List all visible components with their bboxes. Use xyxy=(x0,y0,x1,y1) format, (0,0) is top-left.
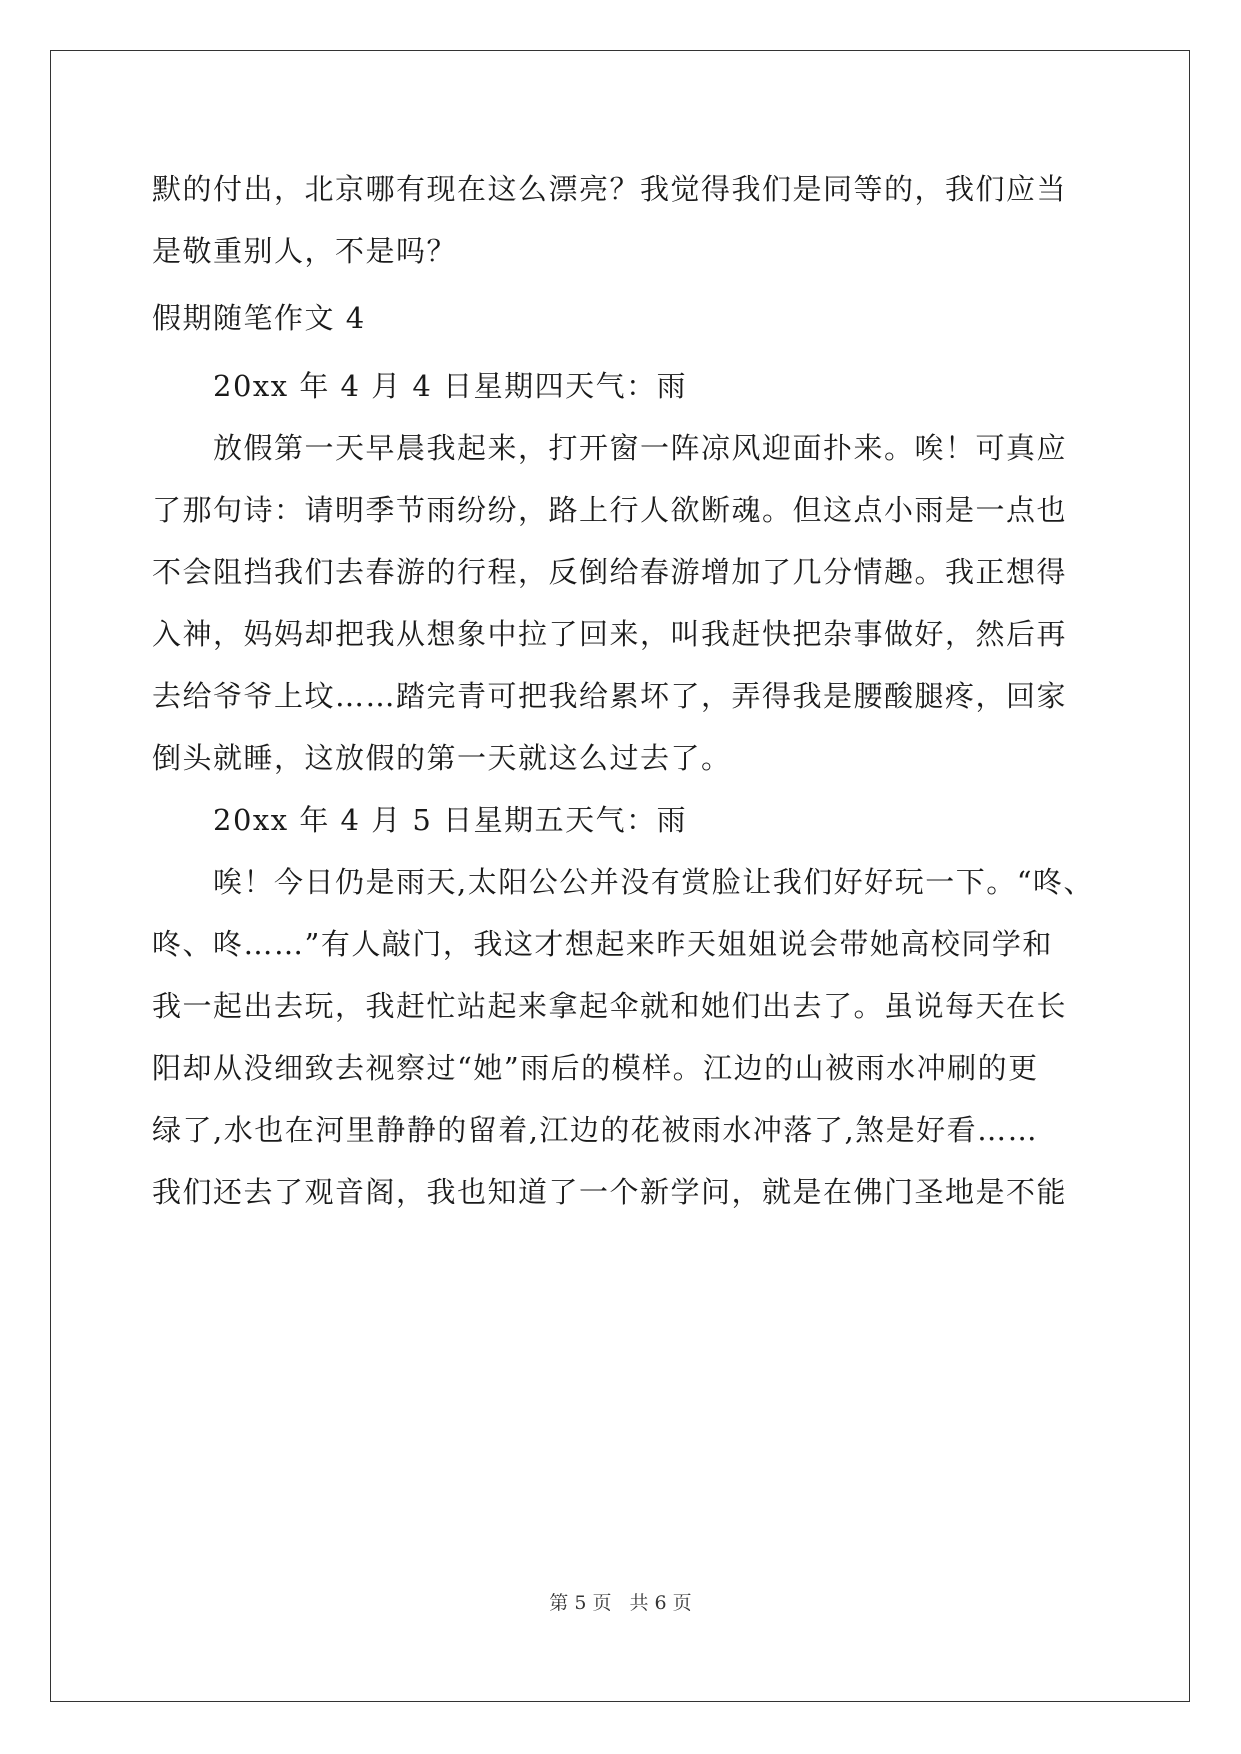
diary-date-line: 20xx 年 4 月 4 日星期四天气：雨 xyxy=(213,369,688,403)
text-line: 阳却从没细致去视察过“她”雨后的模样。江边的山被雨水冲刷的更 xyxy=(152,1051,1039,1085)
text-line: 不会阻挡我们去春游的行程，反倒给春游增加了几分情趣。我正想得 xyxy=(152,555,1068,589)
text-line: 入神，妈妈却把我从想象中拉了回来，叫我赶快把杂事做好，然后再 xyxy=(152,617,1068,651)
text-line: 了那句诗：请明季节雨纷纷，路上行人欲断魂。但这点小雨是一点也 xyxy=(152,493,1068,527)
text-line: 我一起出去玩，我赶忙站起来拿起伞就和她们出去了。虽说每天在长 xyxy=(152,989,1068,1023)
page-footer xyxy=(0,1588,1241,1615)
section-heading: 假期随笔作文 4 xyxy=(152,301,366,335)
page-total: 共 6 页 xyxy=(629,1592,692,1614)
text-line: 咚、咚……”有人敲门，我这才想起来昨天姐姐说会带她高校同学和 xyxy=(152,927,1053,961)
text-line: 倒头就睡，这放假的第一天就这么过去了。 xyxy=(152,741,732,775)
diary-date-line: 20xx 年 4 月 5 日星期五天气：雨 xyxy=(213,803,688,837)
text-line: 去给爷爷上坟……踏完青可把我给累坏了，弄得我是腰酸腿疼，回家 xyxy=(152,679,1068,713)
document-body xyxy=(152,158,1095,1223)
text-line: 绿了,水也在河里静静的留着,江边的花被雨水冲落了,煞是好看…… xyxy=(152,1113,1039,1147)
text-line: 放假第一天早晨我起来，打开窗一阵凉风迎面扑来。唉！可真应 xyxy=(213,431,1068,465)
text-line: 我们还去了观音阁，我也知道了一个新学问，就是在佛门圣地是不能 xyxy=(152,1175,1068,1209)
text-line: 是敬重别人，不是吗？ xyxy=(152,234,458,268)
page-number: 第 5 页 xyxy=(549,1592,612,1614)
text-line: 默的付出，北京哪有现在这么漂亮？我觉得我们是同等的，我们应当 xyxy=(152,172,1068,206)
text-line: 唉！今日仍是雨天,太阳公公并没有赏脸让我们好好玩一下。“咚、 xyxy=(213,865,1095,899)
